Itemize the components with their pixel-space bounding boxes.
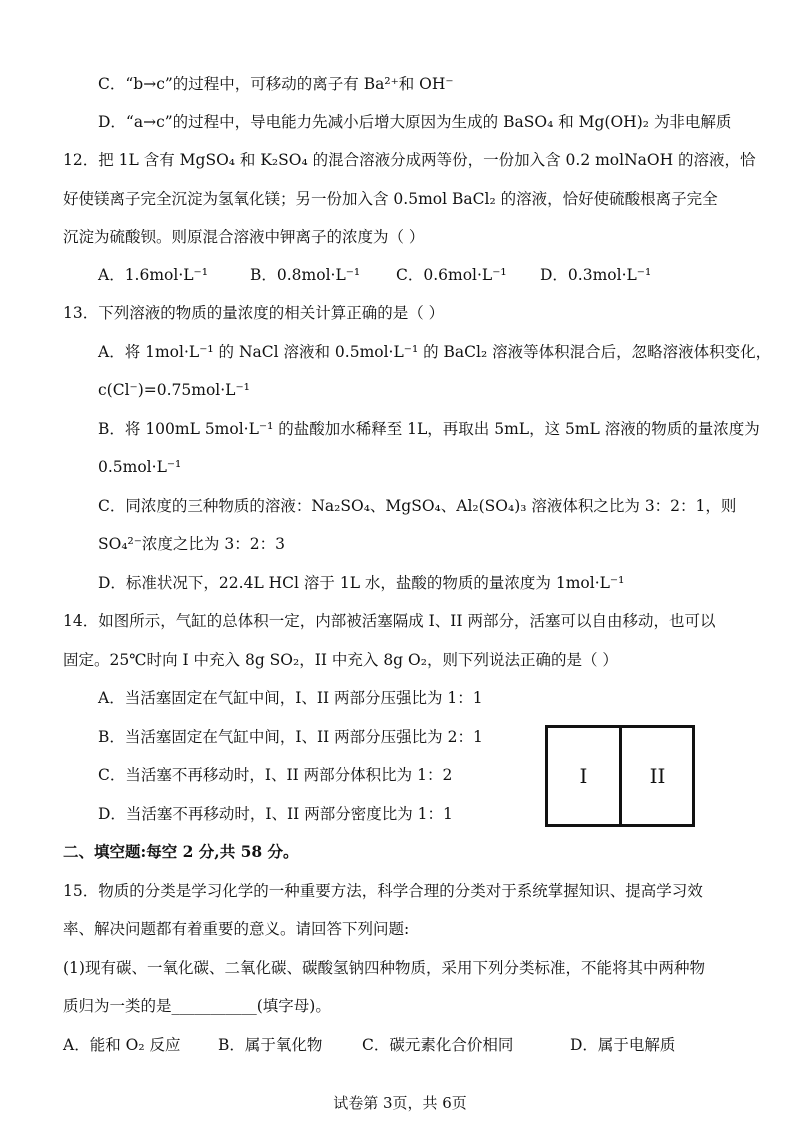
q11-option-d: D．“a→c”的过程中，导电能力先减小后增大原因为生成的 BaSO₄ 和 Mg(OH)₂ 为非电解质 — [98, 113, 732, 131]
q13-option-b-line1: B．将 100mL 5mol·L⁻¹ 的盐酸加水稀释至 1L，再取出 5mL，这 5mL 溶液的物质的量浓度为 — [98, 420, 760, 438]
q14-option-d: D．当活塞不再移动时，I、II 两部分密度比为 1：1 — [98, 805, 453, 823]
chamber-i-label: I — [579, 764, 588, 788]
q13-option-c-line2: SO₄²⁻浓度之比为 3：2：3 — [98, 535, 285, 553]
q11-option-c: C．“b→c”的过程中，可移动的离子有 Ba²⁺和 OH⁻ — [98, 75, 454, 93]
q15-stem-line1: 15．物质的分类是学习化学的一种重要方法，科学合理的分类对于系统掌握知识、提高学习效 — [63, 882, 703, 900]
q15-part1-line1: (1)现有碳、一氧化碳、二氧化碳、碳酸氢钠四种物质，采用下列分类标准，不能将其中两种物 — [63, 959, 705, 977]
q15-part1-line2: 质归为一类的是___________(填字母)。 — [63, 997, 331, 1015]
q13-option-d: D．标准状况下，22.4L HCl 溶于 1L 水，盐酸的物质的量浓度为 1mol·L⁻¹ — [98, 574, 625, 592]
q13-option-a-line2: c(Cl⁻)=0.75mol·L⁻¹ — [98, 381, 250, 399]
page-footer: 试卷第 3页，共 6页 — [333, 1094, 467, 1112]
q12-option-b: B．0.8mol·L⁻¹ — [250, 266, 361, 284]
q15-option-b: B．属于氧化物 — [218, 1036, 323, 1054]
q13-option-c-line1: C．同浓度的三种物质的溶液：Na₂SO₄、MgSO₄、Al₂(SO₄)₃ 溶液体积之比为 3：2：1，则 — [98, 497, 737, 515]
q13-option-a-line1: A．将 1mol·L⁻¹ 的 NaCl 溶液和 0.5mol·L⁻¹ 的 BaCl₂ 溶液等体积混合后，忽略溶液体积变化， — [98, 343, 772, 361]
q12-stem-line1: 12．把 1L 含有 MgSO₄ 和 K₂SO₄ 的混合溶液分成两等份，一份加入含 0.2 molNaOH 的溶液，恰 — [63, 151, 756, 169]
q15-stem-line2: 率、解决问题都有着重要的意义。请回答下列问题: — [63, 920, 410, 938]
q15-option-c: C．碳元素化合价相同 — [362, 1036, 514, 1054]
q14-option-a: A．当活塞固定在气缸中间，I、II 两部分压强比为 1：1 — [98, 689, 483, 707]
q14-stem-line1: 14．如图所示，气缸的总体积一定，内部被活塞隔成 I、II 两部分，活塞可以自由移动，也可以 — [63, 612, 716, 630]
q13-option-b-line2: 0.5mol·L⁻¹ — [98, 458, 182, 476]
q14-stem-line2: 固定。25℃时向 I 中充入 8g SO₂，II 中充入 8g O₂，则下列说法正确的是（ ） — [63, 651, 618, 669]
q12-option-d: D．0.3mol·L⁻¹ — [540, 266, 652, 284]
q15-option-d: D．属于电解质 — [570, 1036, 676, 1054]
section-heading-fill-blank: 二、填空题:每空 2 分,共 58 分。 — [63, 842, 299, 861]
chamber-ii-label: II — [649, 764, 666, 788]
q14-option-c: C．当活塞不再移动时，I、II 两部分体积比为 1：2 — [98, 766, 453, 784]
cylinder-diagram — [545, 725, 695, 827]
q12-stem-line2: 好使镁离子完全沉淀为氢氧化镁；另一份加入含 0.5mol BaCl₂ 的溶液，恰好使硫酸根离子完全 — [63, 190, 718, 208]
q12-option-a: A．1.6mol·L⁻¹ — [98, 266, 208, 284]
q15-option-a: A．能和 O₂ 反应 — [63, 1036, 181, 1054]
q12-option-c: C．0.6mol·L⁻¹ — [396, 266, 507, 284]
q13-stem: 13．下列溶液的物质的量浓度的相关计算正确的是（ ） — [63, 304, 445, 322]
q12-stem-line3: 沉淀为硫酸钡。则原混合溶液中钾离子的浓度为（ ） — [63, 228, 425, 246]
q14-option-b: B．当活塞固定在气缸中间，I、II 两部分压强比为 2：1 — [98, 728, 483, 746]
